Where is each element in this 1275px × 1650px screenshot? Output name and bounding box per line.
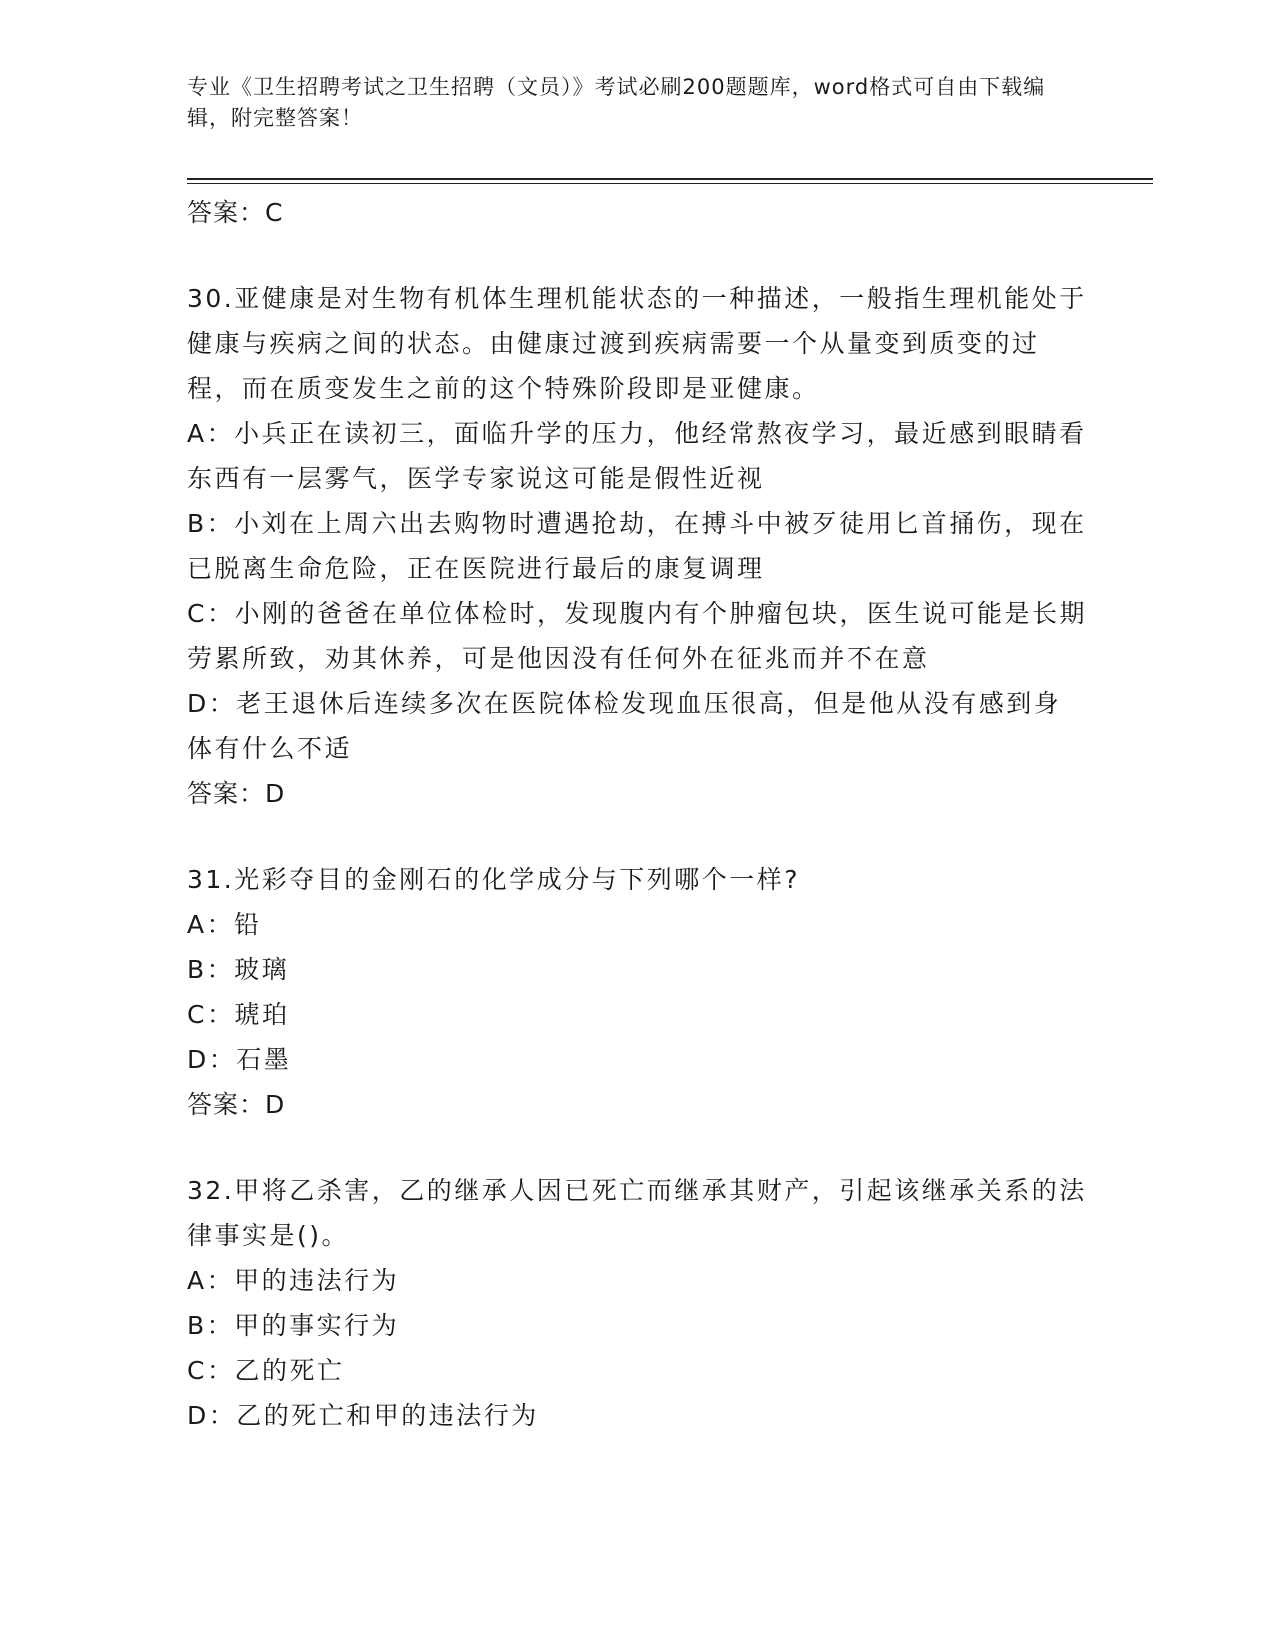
option-b: B：玻璃	[187, 955, 290, 984]
document-body	[187, 186, 1087, 1438]
option-d: D：乙的死亡和甲的违法行为	[187, 1401, 539, 1430]
option-a: A：铅	[187, 910, 262, 939]
answer-line: 答案：D	[187, 1090, 286, 1119]
header-divider-thin	[187, 183, 1153, 184]
document-header	[187, 72, 1087, 134]
answer-line: 答案：D	[187, 779, 286, 808]
question-text: 30.亚健康是对生物有机体生理机能状态的一种描述，一般指生理机能处于健康与疾病之间的状态。由健康过渡到疾病需要一个从量变到质变的过程，而在质变发生之前的这个特殊阶段即是亚健康。	[187, 284, 1087, 403]
option-b: B：小刘在上周六出去购物时遭遇抢劫，在搏斗中被歹徒用匕首捅伤，现在已脱离生命危险，正在医院进行最后的康复调理	[187, 509, 1087, 583]
question-31	[187, 857, 1087, 1128]
question-30	[187, 276, 1087, 817]
option-d: D：老王退休后连续多次在医院体检发现血压很高，但是他从没有感到身体有什么不适	[187, 689, 1062, 763]
question-text: 31.光彩夺目的金刚石的化学成分与下列哪个一样?	[187, 865, 801, 894]
question-text: 32.甲将乙杀害，乙的继承人因已死亡而继承其财产，引起该继承关系的法律事实是()。	[187, 1176, 1087, 1250]
option-c: C：小刚的爸爸在单位体检时，发现腹内有个肿瘤包块，医生说可能是长期劳累所致，劝其休养，可是他因没有任何外在征兆而并不在意	[187, 599, 1087, 673]
header-text: 专业《卫生招聘考试之卫生招聘（文员）》考试必刷200题题库，word格式可自由下载编辑，附完整答案！	[187, 75, 1046, 130]
answer-line: 答案：C	[187, 198, 284, 227]
header-divider-thick	[187, 178, 1153, 180]
option-a: A：小兵正在读初三，面临升学的压力，他经常熬夜学习，最近感到眼睛看东西有一层雾气，医学专家说这可能是假性近视	[187, 419, 1087, 493]
option-b: B：甲的事实行为	[187, 1311, 400, 1340]
option-c: C：琥珀	[187, 1000, 290, 1029]
option-c: C：乙的死亡	[187, 1356, 345, 1385]
question-32	[187, 1168, 1087, 1438]
option-a: A：甲的违法行为	[187, 1266, 400, 1295]
option-d: D：石墨	[187, 1045, 292, 1074]
